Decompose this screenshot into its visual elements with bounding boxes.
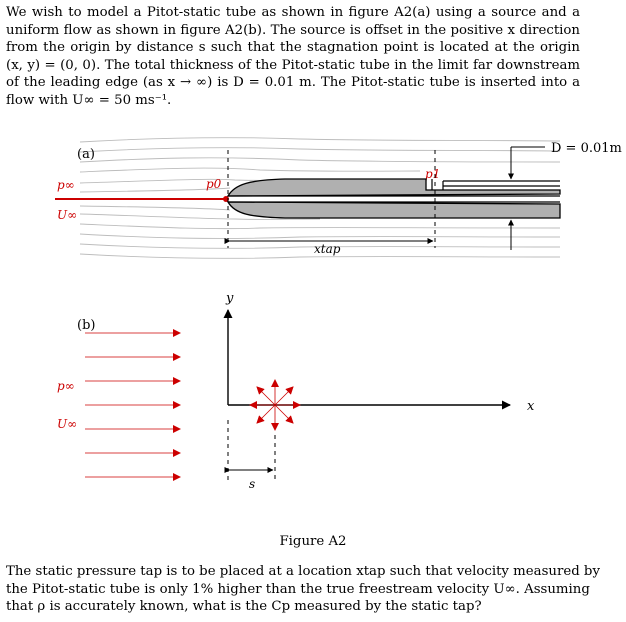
p0-label: p0 — [206, 177, 222, 191]
pitot-static-tube — [228, 179, 560, 218]
p-inf-label-a: p∞ — [57, 178, 75, 192]
p1-label: p1 — [425, 167, 441, 181]
x-axis-label: x — [527, 399, 535, 414]
intro-paragraph: We wish to model a Pitot-static tube as shown in figure A2(a) using a source and a uniform flow as shown in figure A2(b). The source is offset in the positive x direction from the origin by distance s such that the stagnation point is located at the origin (x, y) = (0, 0). The total thickness of the Pitot-static tube in the limit far downstream of the leading edge (as x → ∞) is D = 0.01 m. The Pitot-static tube is inserted into a flow with U∞ = 50 ms⁻¹. — [6, 5, 580, 108]
panel-a-label: (a) — [77, 147, 95, 162]
uniform-flow-arrows — [85, 333, 180, 477]
y-axis-label: y — [226, 291, 234, 306]
u-inf-label-a: U∞ — [57, 208, 78, 222]
u-inf-label-b: U∞ — [57, 417, 78, 431]
panel-b-label: (b) — [77, 318, 96, 333]
p-inf-label-b: p∞ — [57, 379, 75, 393]
x-tap-label: xtap — [314, 242, 341, 256]
s-label: s — [249, 477, 256, 491]
d-label: D = 0.01m — [551, 141, 622, 156]
figure-caption: Figure A2 — [279, 534, 347, 549]
source-point — [250, 380, 300, 430]
question-paragraph: The static pressure tap is to be placed at a location xtap such that velocity measured by the Pitot-static tube is only 1% higher than the true freestream velocity U∞. Assuming that ρ is accurately known, what is the Cp measured by the static tap? — [6, 564, 600, 615]
